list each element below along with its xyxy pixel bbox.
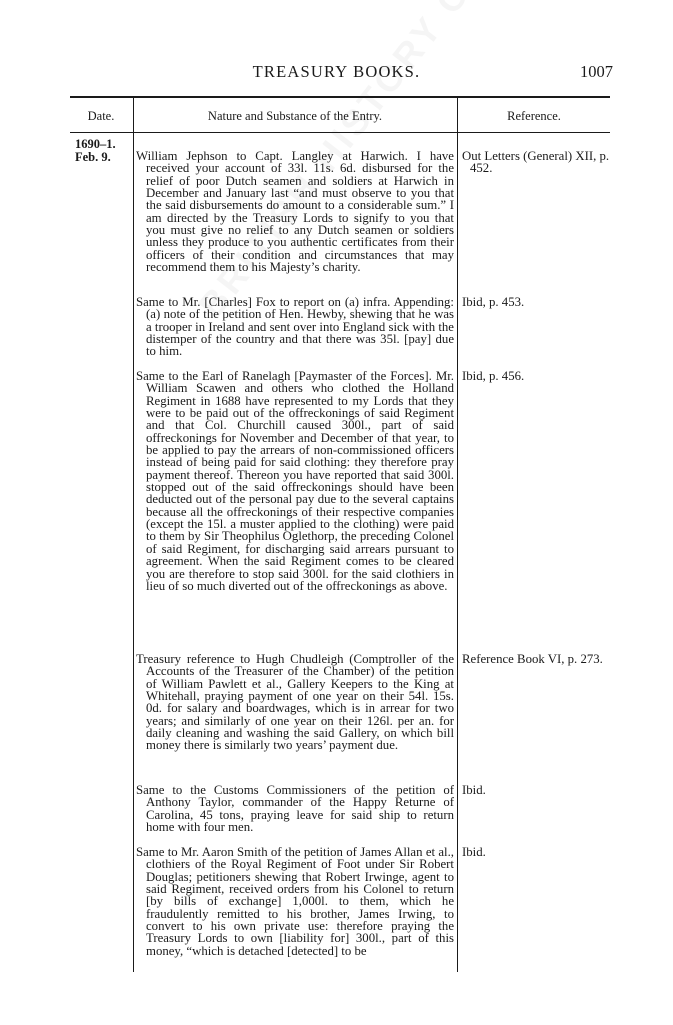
entry-text-5: Same to the Customs Commissioners of the petition of Anthony Taylor, commander of the Happy Returne of Carolina, 45 tons, praying leave for said ship to return home with four men. [136,783,454,835]
column-header-reference: Reference. [507,109,561,123]
entry-day: Feb. 9. [75,150,111,164]
table-top-rule [70,96,610,98]
entry-reference-5: Ibid. [462,783,486,797]
running-title: TREASURY BOOKS. [252,62,421,81]
column-header-nature: Nature and Substance of the Entry. [207,109,383,123]
entry-reference-2: Ibid, p. 453. [462,295,525,309]
entry-reference-1: Out Letters (General) XII, p. 452. [462,149,610,176]
entry-text-3: Same to the Earl of Ranelagh [Paymaster of the Forces]. Mr. William Scawen and others who clothed the Holland Regiment in 1688 have represented to my Lords that they were to be paid out of the offreckonings of said Regiment and that Col. Churchill caused 300l., part of said offreckonings for November and December of that year, to be applied to pay the arrears of non-commissioned officers instead of being paid for said clothing: they therefore pray payment thereof. Thereon you have reported that said 300l. stopped out of the said offreckonings should have been deducted out of the personal pay due to the several captains because all the offreckonings of their respective companies (except the 15l. a muster applied to the clothing) were paid to them by Sir Theophilus Oglethorp, the preceding Colonel of said Regiment, for discharging said arrears pursuant to agreement. When the said Regiment comes to be cleared you are therefore to stop said 300l. for the said clothiers in lieu of so much diverted out of the offreckonings as above. [136,369,454,593]
column-divider-left [133,97,134,972]
column-divider-right [457,97,458,972]
entry-text-2: Same to Mr. [Charles] Fox to report on (a) infra. Appending: (a) note of the petition of Hen. Hewby, shewing that he was a trooper in Ireland and sent over into England sick with the distemper of the country and that there was 35l. [pay] due to him. [136,295,454,359]
header-bottom-rule [70,132,610,133]
entry-text-4: Treasury reference to Hugh Chudleigh (Comptroller of the Accounts of the Treasurer of the Chamber) of the petition of William Pawlett et al., Gallery Keepers to the King at Whitehall, praying payment of one year on their 54l. 15s. 0d. for salary and boardwages, which is in arrear for two years; and similarly of one year on their 126l. per an. for daily cleaning and washing the said Gallery, on which bill money there is similarly two years’ payment due. [136,652,454,753]
page-number: 1007 [580,62,613,81]
entry-reference-3: Ibid, p. 456. [462,369,525,383]
entry-text-6: Same to Mr. Aaron Smith of the petition of James Allan et al., clothiers of the Royal Regiment of Foot under Sir Robert Douglas; petitioners shewing that Robert Irwinge, agent to said Regiment, received orders from his Colonel to return [by bills of exchange] 1,000l. to them, which he fraudulently remitted to his brother, James Irwing, to convert to his own private use: therefore praying the Treasury Lords to own [liability for] 300l., part of this money, “which is detached [detected] to be [136,845,454,958]
entry-reference-4: Reference Book VI, p. 273. [462,652,603,666]
entry-year: 1690–1. [75,137,116,151]
entry-reference-6: Ibid. [462,845,486,859]
entry-text-1: William Jephson to Capt. Langley at Harwich. I have received your account of 33l. 11s. 6d. disbursed for the relief of poor Dutch seamen and soldiers at Harwich in December and January last “and must observe to you that the said disbursements do amount to a considerable sum.” I am directed by the Treasury Lords to signify to you that you must give no relief to any Dutch seamen or soldiers unless they produce to you authentic certificates from their officers of their condition and circumstances that may recommend them to his Majesty’s charity. [136,149,454,275]
column-header-date: Date. [87,109,115,123]
